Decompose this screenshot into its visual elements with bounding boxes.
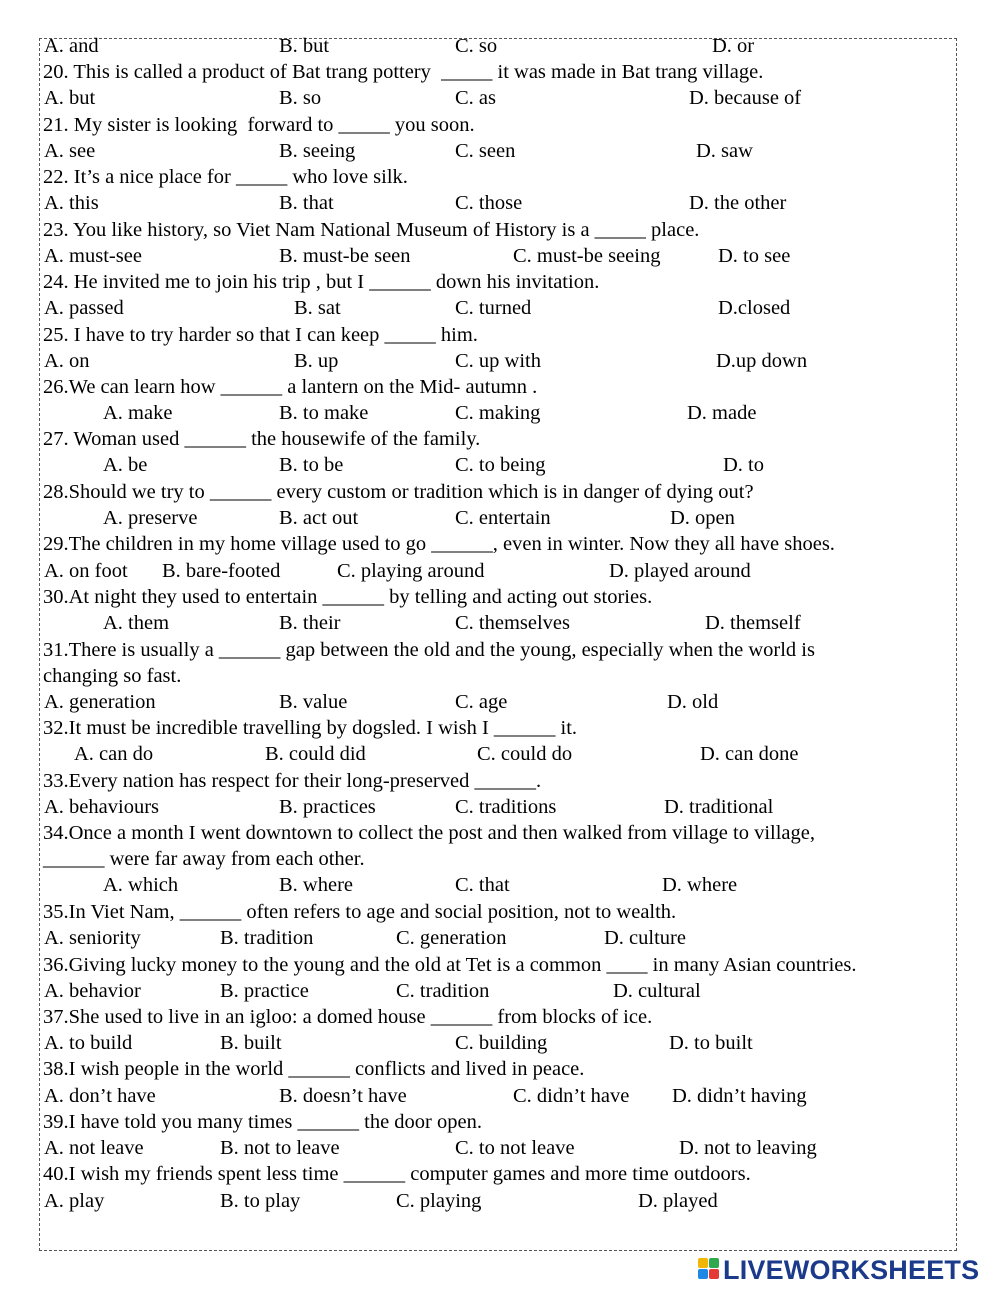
option-a: A. generation	[44, 691, 156, 713]
option-d: D. to built	[669, 1032, 753, 1054]
question-34: 34.Once a month I went downtown to collect the post and then walked from village to village,	[43, 822, 815, 844]
option-a: A. but	[44, 87, 96, 109]
option-b: B. to make	[279, 402, 369, 424]
question-20: 20. This is called a product of Bat trang pottery _____ it was made in Bat trang village.	[43, 61, 764, 83]
option-a: A. passed	[44, 297, 124, 319]
question-37: 37.She used to live in an igloo: a domed house ______ from blocks of ice.	[43, 1006, 653, 1028]
option-a: A. behavior	[44, 980, 141, 1002]
option-c: C. playing	[396, 1190, 482, 1212]
question-26: 26.We can learn how ______ a lantern on the Mid- autumn .	[43, 376, 538, 398]
question-29: 29.The children in my home village used to go ______, even in winter. Now they all have shoes.	[43, 533, 835, 555]
option-d: D. because of	[689, 87, 802, 109]
option-c: C. those	[455, 192, 523, 214]
option-b: B. that	[279, 192, 334, 214]
option-d: D. not to leaving	[679, 1137, 817, 1159]
option-c: C. could do	[477, 743, 573, 765]
option-b: B. their	[279, 612, 341, 634]
option-c: C. must-be seeing	[513, 245, 661, 267]
option-b: B. doesn’t have	[279, 1085, 407, 1107]
option-a: A. which	[103, 874, 179, 896]
option-b: B. so	[279, 87, 322, 109]
option-c: C. age	[455, 691, 508, 713]
question-23: 23. You like history, so Viet Nam National Museum of History is a _____ place.	[43, 219, 700, 241]
option-c: C. that	[455, 874, 510, 896]
brand-name: LIVEWORKSHEETS	[723, 1254, 980, 1285]
option-c: C. so	[455, 35, 498, 57]
option-d: D. didn’t having	[672, 1085, 807, 1107]
question-25: 25. I have to try harder so that I can keep _____ him.	[43, 324, 478, 346]
option-a: A. this	[44, 192, 99, 214]
option-b: B. act out	[279, 507, 359, 529]
option-a: A. don’t have	[44, 1085, 156, 1107]
question-39: 39.I have told you many times ______ the door open.	[43, 1111, 482, 1133]
option-d: D. or	[712, 35, 755, 57]
option-a: A. can do	[74, 743, 154, 765]
option-c: C. tradition	[396, 980, 490, 1002]
liveworksheets-brand[interactable]	[698, 1256, 979, 1284]
option-c: C. as	[455, 87, 496, 109]
option-d: D. culture	[604, 927, 686, 949]
option-a: A. on foot	[44, 560, 128, 582]
question-30: 30.At night they used to entertain ______ by telling and acting out stories.	[43, 586, 653, 608]
option-d: D. open	[670, 507, 735, 529]
option-c: C. making	[455, 402, 541, 424]
option-c: C. entertain	[455, 507, 551, 529]
option-d: D.up down	[716, 350, 808, 372]
question-24: 24. He invited me to join his trip , but I ______ down his invitation.	[43, 271, 600, 293]
option-b: B. tradition	[220, 927, 314, 949]
option-d: D. saw	[696, 140, 753, 162]
option-d: D. traditional	[664, 796, 774, 818]
question-36: 36.Giving lucky money to the young and the old at Tet is a common ____ in many Asian countries.	[43, 954, 857, 976]
option-b: B. must-be seen	[279, 245, 411, 267]
option-d: D. where	[662, 874, 738, 896]
option-c: C. traditions	[455, 796, 557, 818]
question-27: 27. Woman used ______ the housewife of the family.	[43, 428, 481, 450]
option-a: A. preserve	[103, 507, 198, 529]
question-21: 21. My sister is looking forward to _____ you soon.	[43, 114, 475, 136]
option-d: D. cultural	[613, 980, 701, 1002]
option-d: D. themself	[705, 612, 801, 634]
option-b: B. built	[220, 1032, 282, 1054]
option-b: B. where	[279, 874, 354, 896]
option-d: D. the other	[689, 192, 787, 214]
option-c: C. up with	[455, 350, 541, 372]
question-28: 28.Should we try to ______ every custom or tradition which is in danger of dying out?	[43, 481, 754, 503]
option-a: A. see	[44, 140, 96, 162]
option-b: B. sat	[294, 297, 341, 319]
option-d: D. old	[667, 691, 719, 713]
option-c: C. to being	[455, 454, 546, 476]
option-c: C. generation	[396, 927, 507, 949]
question-38: 38.I wish people in the world ______ conflicts and lived in peace.	[43, 1058, 585, 1080]
option-b: B. but	[279, 35, 330, 57]
option-a: A. be	[103, 454, 148, 476]
option-d: D. played around	[609, 560, 751, 582]
question-40: 40.I wish my friends spent less time ______ computer games and more time outdoors.	[43, 1163, 751, 1185]
option-c: C. playing around	[337, 560, 485, 582]
option-c: C. seen	[455, 140, 516, 162]
option-b: B. practice	[220, 980, 309, 1002]
option-b: B. value	[279, 691, 348, 713]
option-a: A. on	[44, 350, 90, 372]
option-c: C. building	[455, 1032, 548, 1054]
option-d: D. made	[687, 402, 757, 424]
option-b: B. practices	[279, 796, 376, 818]
question-22: 22. It’s a nice place for _____ who love silk.	[43, 166, 408, 188]
option-a: A. them	[103, 612, 170, 634]
question-35: 35.In Viet Nam, ______ often refers to age and social position, not to wealth.	[43, 901, 677, 923]
option-b: B. bare-footed	[162, 560, 281, 582]
option-b: B. to play	[220, 1190, 301, 1212]
option-d: D. to see	[718, 245, 791, 267]
question-31-continued: changing so fast.	[43, 665, 182, 687]
question-32: 32.It must be incredible travelling by dogsled. I wish I ______ it.	[43, 717, 578, 739]
option-a: A. behaviours	[44, 796, 160, 818]
option-a: A. make	[103, 402, 173, 424]
option-b: B. seeing	[279, 140, 356, 162]
option-a: A. to build	[44, 1032, 133, 1054]
option-d: D. can done	[700, 743, 799, 765]
option-b: B. not to leave	[220, 1137, 340, 1159]
question-33: 33.Every nation has respect for their long-preserved ______.	[43, 770, 542, 792]
question-31: 31.There is usually a ______ gap between the old and the young, especially when the world is	[43, 639, 815, 661]
option-b: B. up	[294, 350, 339, 372]
option-b: B. could did	[265, 743, 366, 765]
option-a: A. not leave	[44, 1137, 144, 1159]
option-b: B. to be	[279, 454, 344, 476]
option-a: A. must-see	[44, 245, 142, 267]
option-d: D.closed	[718, 297, 791, 319]
liveworksheets-logo-icon	[698, 1258, 720, 1282]
option-c: C. didn’t have	[513, 1085, 630, 1107]
option-a: A. play	[44, 1190, 105, 1212]
option-a: A. and	[44, 35, 99, 57]
question-34-continued: ______ were far away from each other.	[43, 848, 365, 870]
option-c: C. turned	[455, 297, 532, 319]
option-d: D. to	[723, 454, 764, 476]
option-a: A. seniority	[44, 927, 141, 949]
option-c: C. to not leave	[455, 1137, 575, 1159]
option-d: D. played	[638, 1190, 718, 1212]
option-c: C. themselves	[455, 612, 571, 634]
